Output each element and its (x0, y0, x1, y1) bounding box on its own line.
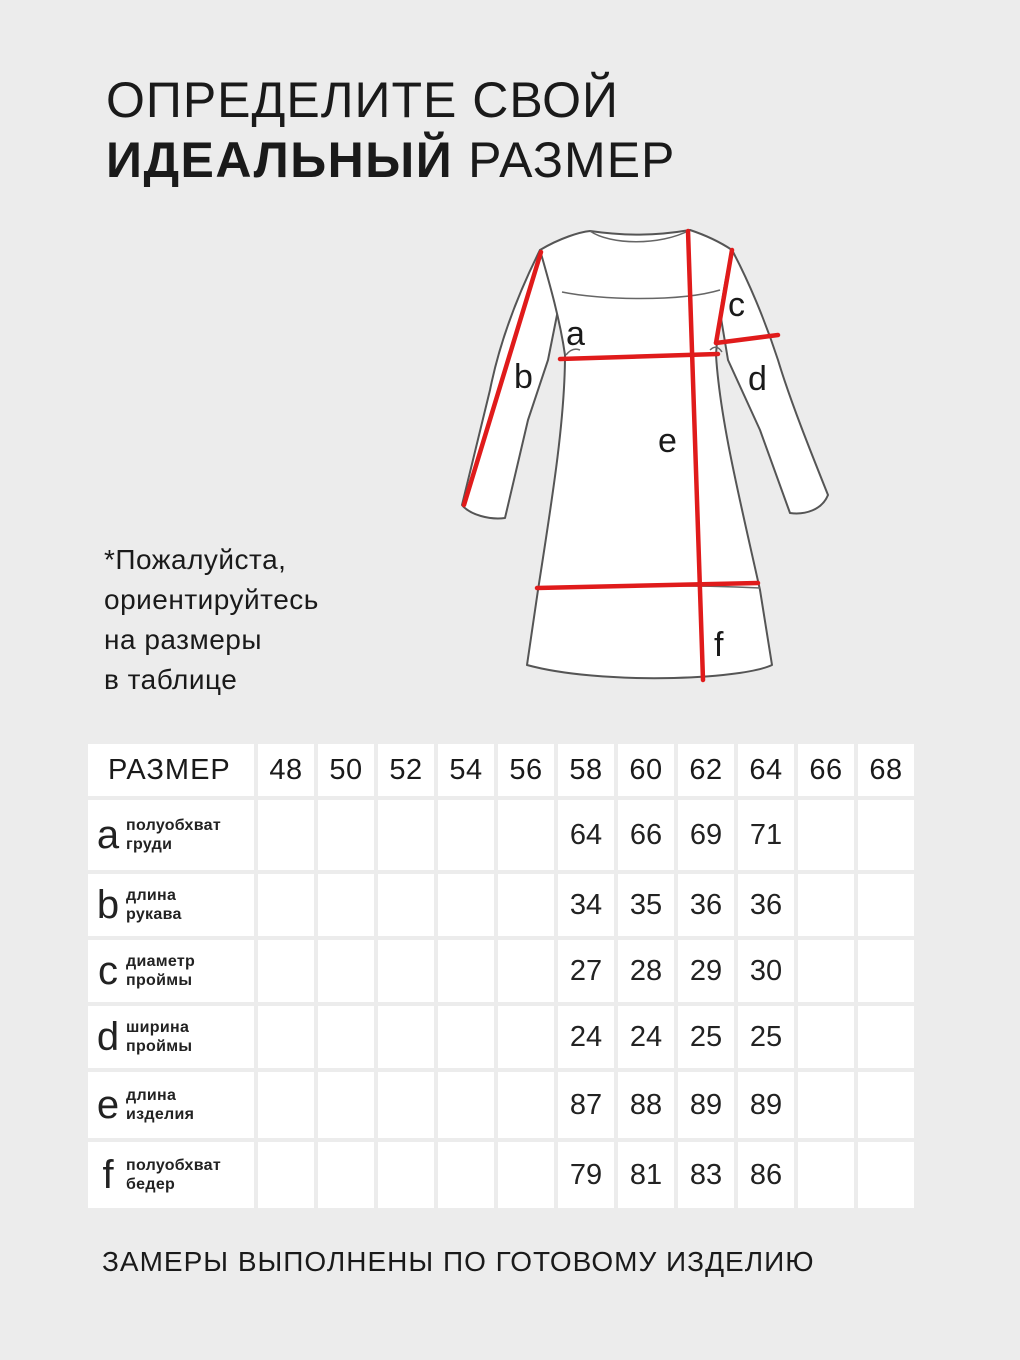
table-cell (498, 874, 554, 936)
table-cell (438, 1072, 494, 1138)
size-header-label: РАЗМЕР (88, 744, 254, 796)
table-cell (438, 940, 494, 1002)
size-header-54: 54 (438, 744, 494, 796)
table-cell: 36 (678, 874, 734, 936)
row-label-cell (88, 1072, 254, 1138)
table-cell (798, 1072, 854, 1138)
table-cell: 71 (738, 800, 794, 870)
table-cell (798, 1006, 854, 1068)
table-cell (498, 800, 554, 870)
table-cell (858, 1072, 914, 1138)
table-cell (258, 874, 314, 936)
table-cell: 89 (678, 1072, 734, 1138)
table-cell: 88 (618, 1072, 674, 1138)
row-label-cell (88, 1142, 254, 1208)
label-f: f (714, 626, 724, 664)
table-cell: 25 (738, 1006, 794, 1068)
table-cell: 29 (678, 940, 734, 1002)
table-cell (378, 874, 434, 936)
row-letter: d (96, 1015, 120, 1059)
row-label-cell (88, 940, 254, 1002)
size-header-50: 50 (318, 744, 374, 796)
table-cell (798, 874, 854, 936)
table-cell (858, 940, 914, 1002)
table-cell (498, 1142, 554, 1208)
table-cell (378, 1006, 434, 1068)
table-cell: 87 (558, 1072, 614, 1138)
row-label-cell (88, 874, 254, 936)
row-name-line-1: длина (126, 887, 177, 904)
row-name-line-1: диаметр (126, 953, 196, 970)
table-cell: 24 (558, 1006, 614, 1068)
row-letter: c (98, 949, 118, 993)
size-header-64: 64 (738, 744, 794, 796)
table-cell (438, 874, 494, 936)
note-line-3: на размеры (104, 624, 263, 655)
table-row (88, 940, 914, 1002)
size-header-58: 58 (558, 744, 614, 796)
dress-outline (462, 230, 828, 678)
table-cell: 35 (618, 874, 674, 936)
row-letter: f (102, 1153, 114, 1197)
table-cell (258, 800, 314, 870)
row-label-cell (88, 800, 254, 870)
table-cell: 79 (558, 1142, 614, 1208)
table-cell (258, 1072, 314, 1138)
table-cell (798, 800, 854, 870)
row-name-line-1: полуобхват (126, 817, 222, 834)
size-header-62: 62 (678, 744, 734, 796)
table-cell: 30 (738, 940, 794, 1002)
table-cell (318, 874, 374, 936)
row-name-line-2: изделия (126, 1106, 195, 1123)
table-cell (258, 940, 314, 1002)
title-line-2 (106, 130, 675, 190)
table-row (88, 800, 914, 870)
row-letter: e (96, 1083, 120, 1127)
row-measure-name (126, 1086, 194, 1124)
table-cell: 64 (558, 800, 614, 870)
row-name-line-1: ширина (126, 1019, 190, 1036)
size-table-body (88, 800, 914, 1208)
table-cell: 89 (738, 1072, 794, 1138)
row-measure-name (126, 886, 182, 924)
table-row (88, 1142, 914, 1208)
row-label (88, 885, 254, 925)
row-label-cell (88, 1006, 254, 1068)
table-cell (378, 940, 434, 1002)
row-label (88, 1085, 254, 1125)
size-header-66: 66 (798, 744, 854, 796)
note-line-1: *Пожалуйста, (104, 544, 287, 575)
size-header-68: 68 (858, 744, 914, 796)
table-row (88, 1072, 914, 1138)
table-cell (498, 1006, 554, 1068)
table-row (88, 1006, 914, 1068)
table-cell: 36 (738, 874, 794, 936)
table-cell: 27 (558, 940, 614, 1002)
header-row (88, 744, 914, 796)
size-header-48: 48 (258, 744, 314, 796)
size-note (104, 540, 319, 700)
table-row (88, 874, 914, 936)
size-header-52: 52 (378, 744, 434, 796)
title-line-1: ОПРЕДЕЛИТЕ СВОЙ (106, 72, 619, 128)
row-measure-name (126, 1156, 221, 1194)
table-cell (498, 940, 554, 1002)
table-cell (318, 1072, 374, 1138)
row-name-line-2: бедер (126, 1176, 176, 1193)
page-title (106, 70, 675, 190)
table-cell (378, 1072, 434, 1138)
label-d: d (748, 360, 767, 398)
table-cell (858, 800, 914, 870)
table-cell (318, 1006, 374, 1068)
note-line-4: в таблице (104, 664, 238, 695)
table-cell (378, 1142, 434, 1208)
size-table-header (88, 744, 914, 796)
row-label (88, 1017, 254, 1057)
table-cell: 69 (678, 800, 734, 870)
table-cell (318, 1142, 374, 1208)
row-measure-name (126, 952, 195, 990)
label-e: e (658, 422, 677, 460)
row-label (88, 951, 254, 991)
table-cell: 86 (738, 1142, 794, 1208)
row-name-line-2: груди (126, 836, 173, 853)
row-letter: a (96, 813, 120, 857)
row-name-line-2: рукава (126, 906, 182, 923)
row-label (88, 815, 254, 855)
table-cell (798, 1142, 854, 1208)
table-cell (798, 940, 854, 1002)
note-line-2: ориентируйтесь (104, 584, 319, 615)
table-cell (438, 1142, 494, 1208)
row-name-line-1: длина (126, 1087, 177, 1104)
row-label (88, 1155, 254, 1195)
table-cell (318, 800, 374, 870)
table-cell (378, 800, 434, 870)
table-cell: 81 (618, 1142, 674, 1208)
table-cell (858, 1006, 914, 1068)
dress-measurement-diagram (440, 220, 840, 700)
label-c: c (728, 286, 745, 324)
table-cell (438, 800, 494, 870)
table-cell: 25 (678, 1006, 734, 1068)
table-cell (258, 1006, 314, 1068)
table-cell: 66 (618, 800, 674, 870)
title-rest-word: РАЗМЕР (468, 132, 676, 188)
size-header-56: 56 (498, 744, 554, 796)
table-cell: 83 (678, 1142, 734, 1208)
label-a: a (566, 315, 585, 353)
table-cell (258, 1142, 314, 1208)
row-name-line-2: проймы (126, 1038, 193, 1055)
row-letter: b (96, 883, 120, 927)
table-cell (438, 1006, 494, 1068)
footer-note: ЗАМЕРЫ ВЫПОЛНЕНЫ ПО ГОТОВОМУ ИЗДЕЛИЮ (102, 1246, 815, 1277)
table-cell: 28 (618, 940, 674, 1002)
row-measure-name (126, 816, 221, 854)
table-cell (858, 874, 914, 936)
row-name-line-1: полуобхват (126, 1157, 222, 1174)
table-cell (318, 940, 374, 1002)
size-header-60: 60 (618, 744, 674, 796)
label-b: b (514, 358, 533, 396)
table-cell: 34 (558, 874, 614, 936)
table-cell: 24 (618, 1006, 674, 1068)
row-name-line-2: проймы (126, 972, 193, 989)
table-cell (858, 1142, 914, 1208)
table-cell (498, 1072, 554, 1138)
title-bold-word: ИДЕАЛЬНЫЙ (106, 132, 454, 188)
size-table (84, 740, 918, 1212)
row-measure-name (126, 1018, 192, 1056)
